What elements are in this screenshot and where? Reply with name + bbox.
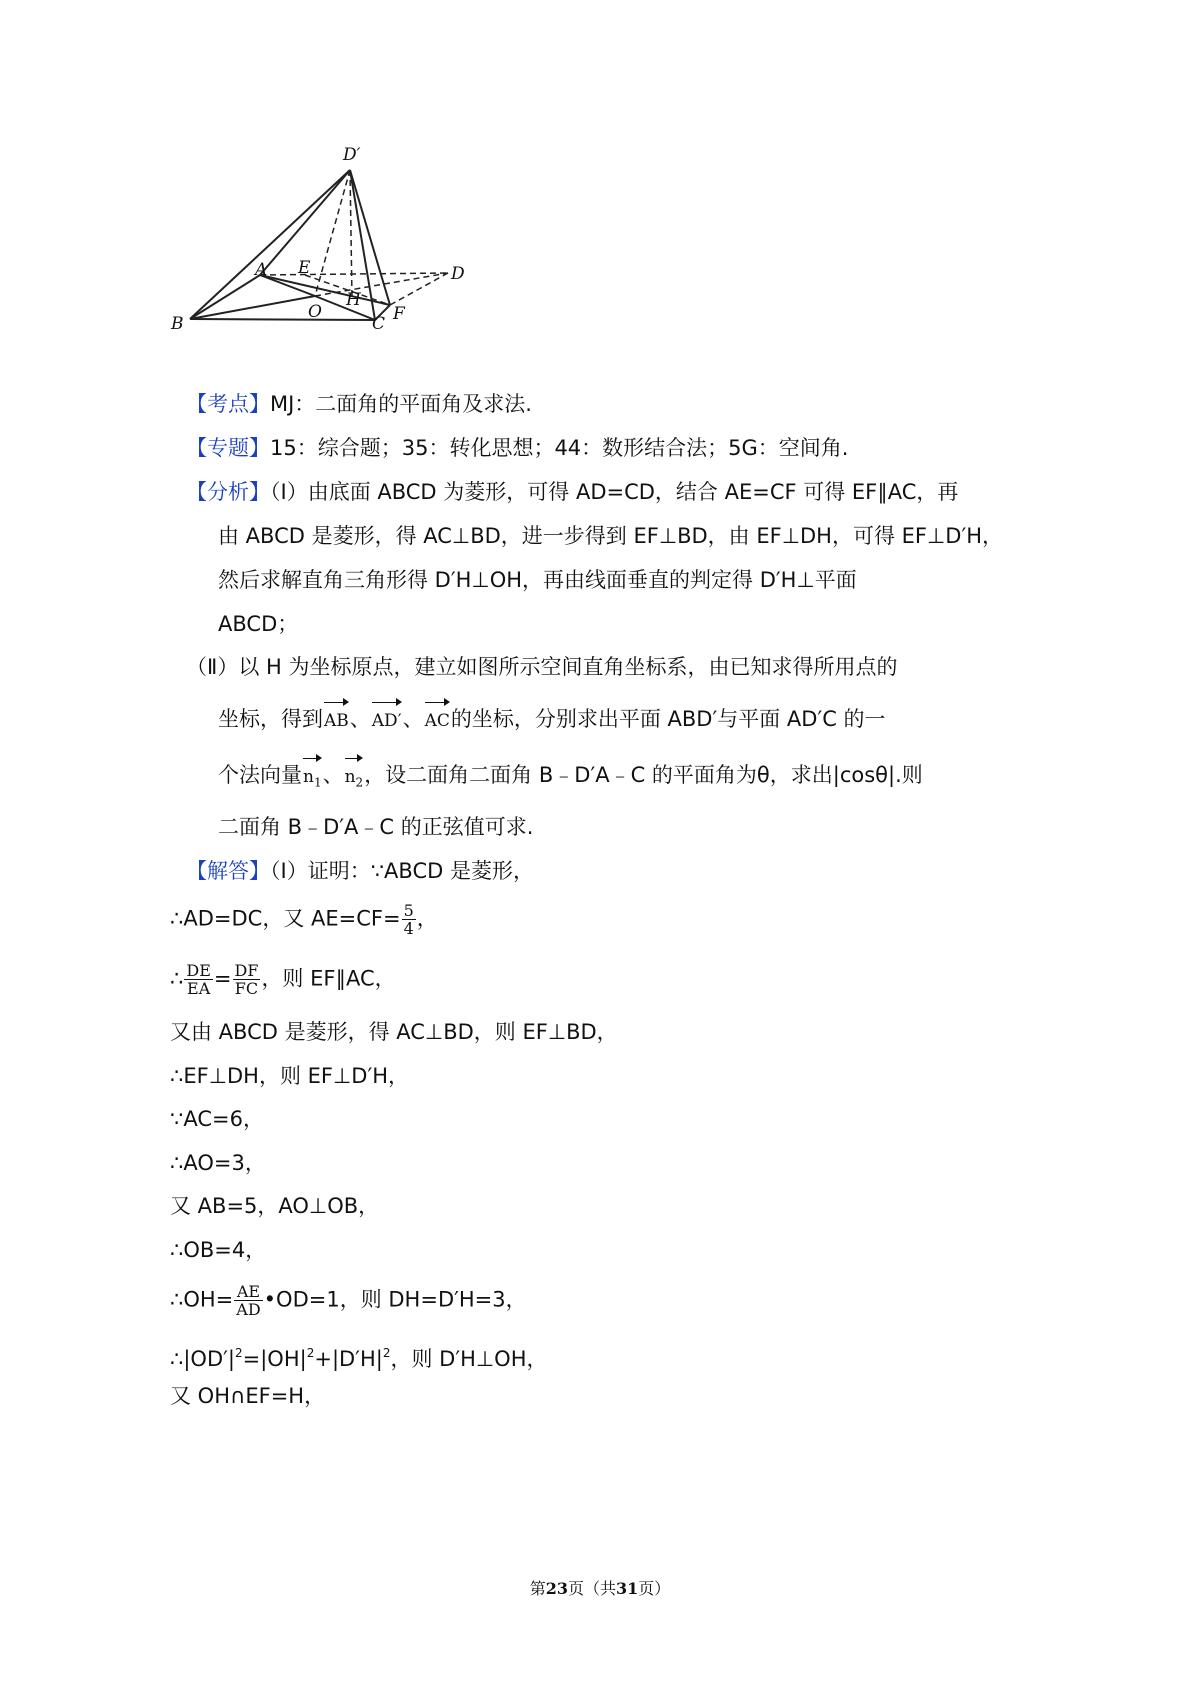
fraction-de-ea-num: DE bbox=[186, 961, 211, 980]
square-sup-1: 2 bbox=[234, 1346, 243, 1360]
jieda-text-2a: ∴AD=DC，又 AE=CF= bbox=[170, 906, 401, 931]
fraction-de-ea-den: EA bbox=[187, 979, 211, 998]
square-sup-2: 2 bbox=[306, 1346, 315, 1360]
fenxi-line-6 bbox=[218, 700, 886, 736]
edge-b-c bbox=[190, 319, 375, 320]
jieda-line-9: ∴OB=4， bbox=[170, 1238, 267, 1262]
vector-ac: AC bbox=[425, 700, 450, 736]
fraction-5-4 bbox=[402, 902, 416, 937]
fraction-5-4-den: 4 bbox=[403, 919, 414, 938]
vector-n2 bbox=[345, 756, 364, 797]
jieda-tag: 【解答】 bbox=[186, 859, 270, 883]
fenxi-line-7 bbox=[218, 756, 923, 797]
fenxi-text-1: （Ⅰ）由底面 ABCD 为菱形，可得 AD=CD，结合 AE=CF 可得 EF∥AC，再 bbox=[270, 480, 959, 504]
page-footer bbox=[0, 1576, 1200, 1599]
fenxi-text-6a: 坐标，得到 bbox=[218, 707, 323, 731]
fraction-ae-ad-den: AD bbox=[236, 1300, 261, 1319]
label-d: D bbox=[451, 264, 465, 284]
vector-ab: AB bbox=[324, 700, 349, 736]
fenxi-line-5: （Ⅱ）以 H 为坐标原点，建立如图所示空间直角坐标系，由已知求得所用点的 bbox=[186, 655, 898, 679]
jieda-line-4: 又由 ABCD 是菱形，得 AC⊥BD，则 EF⊥BD， bbox=[170, 1020, 618, 1044]
footer-total-pages: 31 bbox=[616, 1579, 639, 1598]
label-h: H bbox=[346, 290, 361, 310]
dash-a-d bbox=[260, 273, 448, 275]
jieda-text-1: （Ⅰ）证明：∵ABCD 是菱形， bbox=[270, 859, 534, 883]
fenxi-text-7a: 个法向量 bbox=[218, 763, 302, 787]
dash-dp-h bbox=[350, 170, 352, 298]
fenxi-line-2: 由 ABCD 是菱形，得 AC⊥BD，进一步得到 EF⊥BD，由 EF⊥DH，可得 EF⊥D′H， bbox=[218, 524, 1004, 548]
fraction-df-fc-num: DF bbox=[234, 961, 259, 980]
label-o: O bbox=[308, 302, 322, 322]
kaodian-text: MJ：二面角的平面角及求法. bbox=[270, 392, 532, 416]
jieda-text-3a: ∴ bbox=[170, 966, 184, 991]
fraction-df-fc-den: FC bbox=[234, 979, 259, 998]
vector-n1-letter: n bbox=[303, 767, 314, 787]
jieda-line-6: ∵AC=6， bbox=[170, 1107, 264, 1131]
fenxi-line-1 bbox=[186, 477, 958, 507]
jieda-text-11c: +|D′H| bbox=[314, 1347, 383, 1371]
jieda-text-11a: ∴|OD′| bbox=[170, 1347, 235, 1371]
equals-sign: = bbox=[213, 966, 232, 991]
jieda-line-1 bbox=[186, 856, 534, 886]
jieda-line-12: 又 OH∩EF=H， bbox=[170, 1384, 326, 1408]
kaodian-line bbox=[186, 389, 532, 419]
jieda-text-10a: ∴OH= bbox=[170, 1287, 234, 1312]
pyramid-figure bbox=[170, 130, 500, 370]
vector-n2-letter: n bbox=[344, 767, 356, 787]
footer-pre: 第 bbox=[529, 1579, 546, 1598]
jieda-text-3b: ，则 EF∥AC， bbox=[261, 966, 396, 991]
fraction-ae-ad-num: AE bbox=[234, 1283, 262, 1301]
vector-n2-sub: 2 bbox=[355, 775, 364, 790]
fenxi-line-3: 然后求解直角三角形得 D′H⊥OH，再由线面垂直的判定得 D′H⊥平面 bbox=[218, 568, 857, 592]
vector-n1-sub: 1 bbox=[313, 775, 322, 790]
jieda-line-10 bbox=[170, 1283, 527, 1318]
jieda-text-11b: =|OH| bbox=[242, 1347, 307, 1371]
jieda-text-10b: •OD=1，则 DH=D′H=3， bbox=[263, 1287, 527, 1312]
footer-page-number: 23 bbox=[545, 1579, 568, 1598]
jieda-line-8: 又 AB=5，AO⊥OB， bbox=[170, 1194, 380, 1218]
jieda-text-2b: ， bbox=[416, 906, 438, 931]
fraction-df-fc bbox=[233, 962, 261, 997]
label-dp: D′ bbox=[343, 145, 361, 165]
jieda-line-3 bbox=[170, 962, 396, 997]
separator-2: 、 bbox=[402, 707, 424, 731]
jieda-line-11 bbox=[170, 1338, 548, 1374]
jieda-line-5: ∴EF⊥DH，则 EF⊥D′H， bbox=[170, 1064, 410, 1088]
kaodian-tag: 【考点】 bbox=[186, 392, 270, 416]
separator-1: 、 bbox=[349, 707, 371, 731]
fenxi-text-7b: ，设二面角二面角 B﹣D′A﹣C 的平面角为θ，求出|cosθ|.则 bbox=[364, 763, 923, 787]
square-sup-3: 2 bbox=[382, 1346, 391, 1360]
vector-n1 bbox=[303, 756, 322, 797]
separator-3: 、 bbox=[322, 763, 344, 787]
vector-ad-prime: AD′ bbox=[372, 700, 402, 736]
footer-post: 页） bbox=[638, 1579, 671, 1598]
jieda-line-2 bbox=[170, 902, 438, 937]
fenxi-line-8: 二面角 B﹣D′A﹣C 的正弦值可求. bbox=[218, 815, 534, 839]
fenxi-line-4: ABCD； bbox=[218, 612, 299, 636]
jieda-text-11d: ，则 D′H⊥OH， bbox=[390, 1347, 548, 1371]
zhuanti-text: 15：综合题；35：转化思想；44：数形结合法；5G：空间角. bbox=[270, 436, 849, 460]
zhuanti-tag: 【专题】 bbox=[186, 436, 270, 460]
fraction-5-4-num: 5 bbox=[403, 901, 414, 920]
fraction-de-ea bbox=[184, 962, 213, 997]
fraction-ae-ad bbox=[234, 1283, 262, 1318]
label-c: C bbox=[372, 314, 386, 334]
edge-dp-b bbox=[190, 170, 350, 319]
label-b: B bbox=[171, 314, 184, 334]
jieda-line-7: ∴AO=3， bbox=[170, 1151, 266, 1175]
label-a: A bbox=[255, 260, 268, 280]
fenxi-tag: 【分析】 bbox=[186, 480, 270, 504]
fenxi-text-6b: 的坐标，分别求出平面 ABD′与平面 AD′C 的一 bbox=[450, 707, 886, 731]
label-f: F bbox=[393, 304, 405, 324]
zhuanti-line bbox=[186, 433, 848, 463]
footer-mid: 页（共 bbox=[567, 1579, 616, 1598]
label-e: E bbox=[298, 258, 311, 278]
